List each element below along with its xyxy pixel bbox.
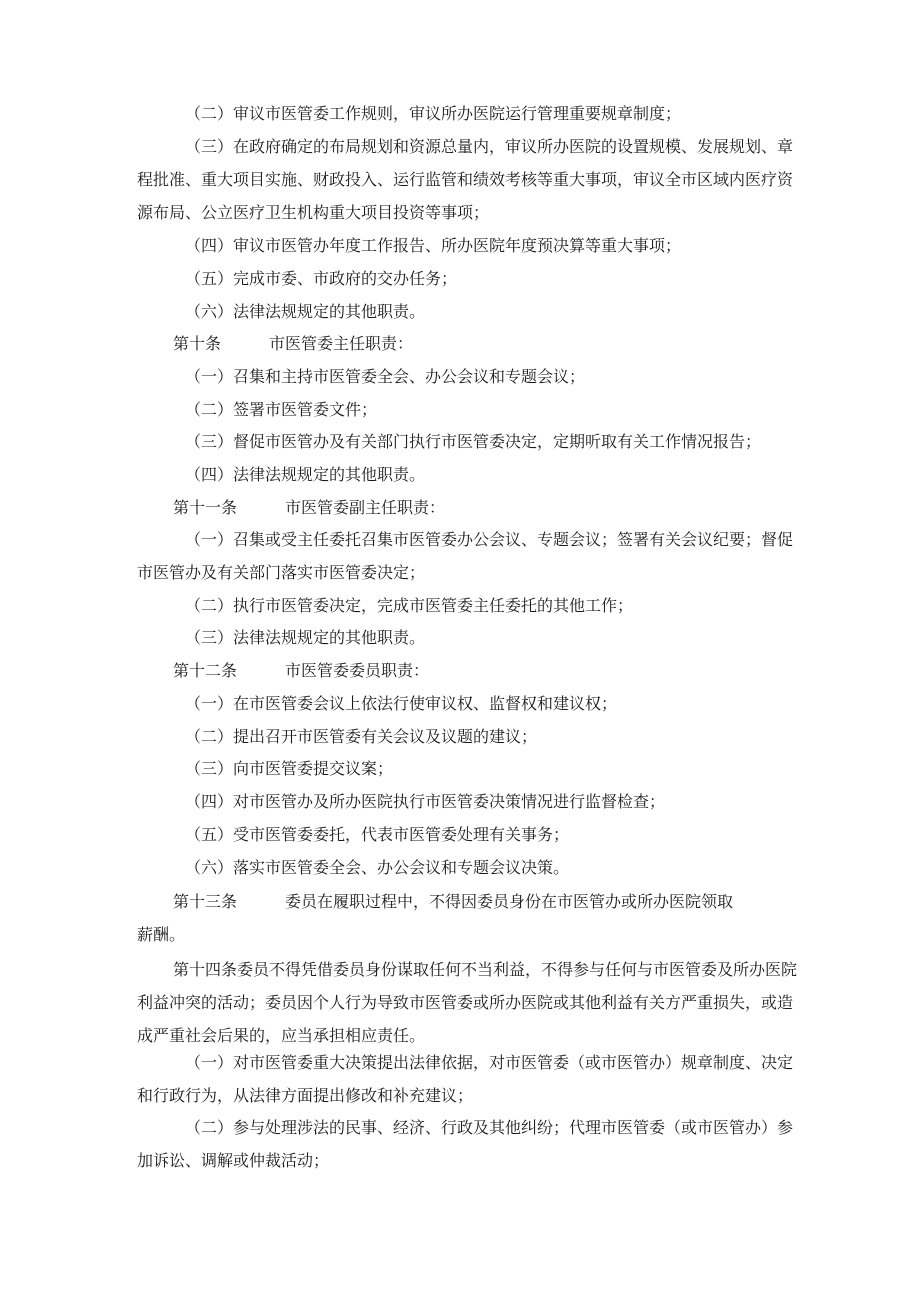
article-text: 市医管委主任职责： [269,334,414,353]
paragraph-item-6-1: （六）法律法规规定的其他职责。 [185,302,426,321]
article-12-heading [137,654,805,687]
article-11-heading [137,491,805,524]
article-text: 市医管委副主任职责： [285,498,446,517]
article-number: 第十二条 [173,661,238,680]
paragraph-item-2-5: （二）参与处理涉法的民事、经济、行政及其他纠纷；代理市医管委（或市医管办）参加诉讼、调解或仲裁活动； [137,1118,794,1170]
paragraph-item-1-3: （一）召集或受主任委托召集市医管委办公会议、专题会议；签署有关会议纪要；督促市医管办及有关部门落实市医管委决定； [137,530,794,582]
paragraph-item-1-5: （一）对市医管委重大决策提出法律依据，对市医管委（或市医管办）规章制度、决定和行政行为，从法律方面提出修改和补充建议； [137,1053,794,1105]
paragraph-item-4-2: （四）法律法规规定的其他职责。 [185,465,426,484]
paragraph-item-2-1: （二）审议市医管委工作规则，审议所办医院运行管理重要规章制度； [185,104,682,123]
paragraph-item-4-4: （四）对市医管办及所办医院执行市医管委决策情况进行监督检查； [185,792,666,811]
paragraph-item-5-1: （五）完成市委、市政府的交办任务； [185,269,458,288]
paragraph-item-5-4: （五）受市医管委委托，代表市医管委处理有关事务； [185,825,570,844]
paragraph-item-1-2: （一）召集和主持市医管委全会、办公会议和专题会议； [185,367,586,386]
paragraph-item-2-3: （二）执行市医管委决定，完成市医管委主任委托的其他工作； [185,596,634,615]
paragraph-item-3-4: （三）向市医管委提交议案； [185,759,394,778]
article-text: 委员在履职过程中，不得因委员身份在市医管办或所办医院领取薪酬。 [137,892,734,944]
paragraph-item-2-2: （二）签署市医管委文件； [185,400,378,419]
paragraph-item-3-3: （三）法律法规规定的其他职责。 [185,628,426,647]
paragraph-item-3-2: （三）督促市医管办及有关部门执行市医管委决定，定期听取有关工作情况报告； [185,432,762,451]
paragraph-item-1-4: （一）在市医管委会议上依法行使审议权、监督权和建议权； [185,694,618,713]
paragraph-item-4-1: （四）审议市医管办年度工作报告、所办医院年度预决算等重大事项； [185,236,682,255]
article-text: 市医管委委员职责： [285,661,430,680]
article-number: 第十条 [173,334,222,353]
article-10-heading [137,327,805,360]
paragraph-item-6-4: （六）落实市医管委全会、办公会议和专题会议决策。 [185,858,570,877]
article-number: 第十一条 [173,498,238,517]
paragraph-item-2-4: （二）提出召开市医管委有关会议及议题的建议； [185,727,538,746]
article-13 [137,885,747,951]
paragraph-item-3-1: （三）在政府确定的布局规划和资源总量内，审议所办医院的设置规模、发展规划、章程批准、重大项目实施、财政投入、运行监管和绩效考核等重大事项，审议全市区域内医疗资源布局、公立医疗卫生机构重大项目投资等事项； [137,137,794,222]
article-number: 第十三条 [173,892,238,911]
article-14: 第十四条委员不得凭借委员身份谋取任何不当利益，不得参与任何与市医管委及所办医院利益冲突的活动；委员因个人行为导致市医管委或所办医院或其他利益有关方严重损失，或造成严重社会后果的，应当承担相应责任。 [137,960,798,1045]
